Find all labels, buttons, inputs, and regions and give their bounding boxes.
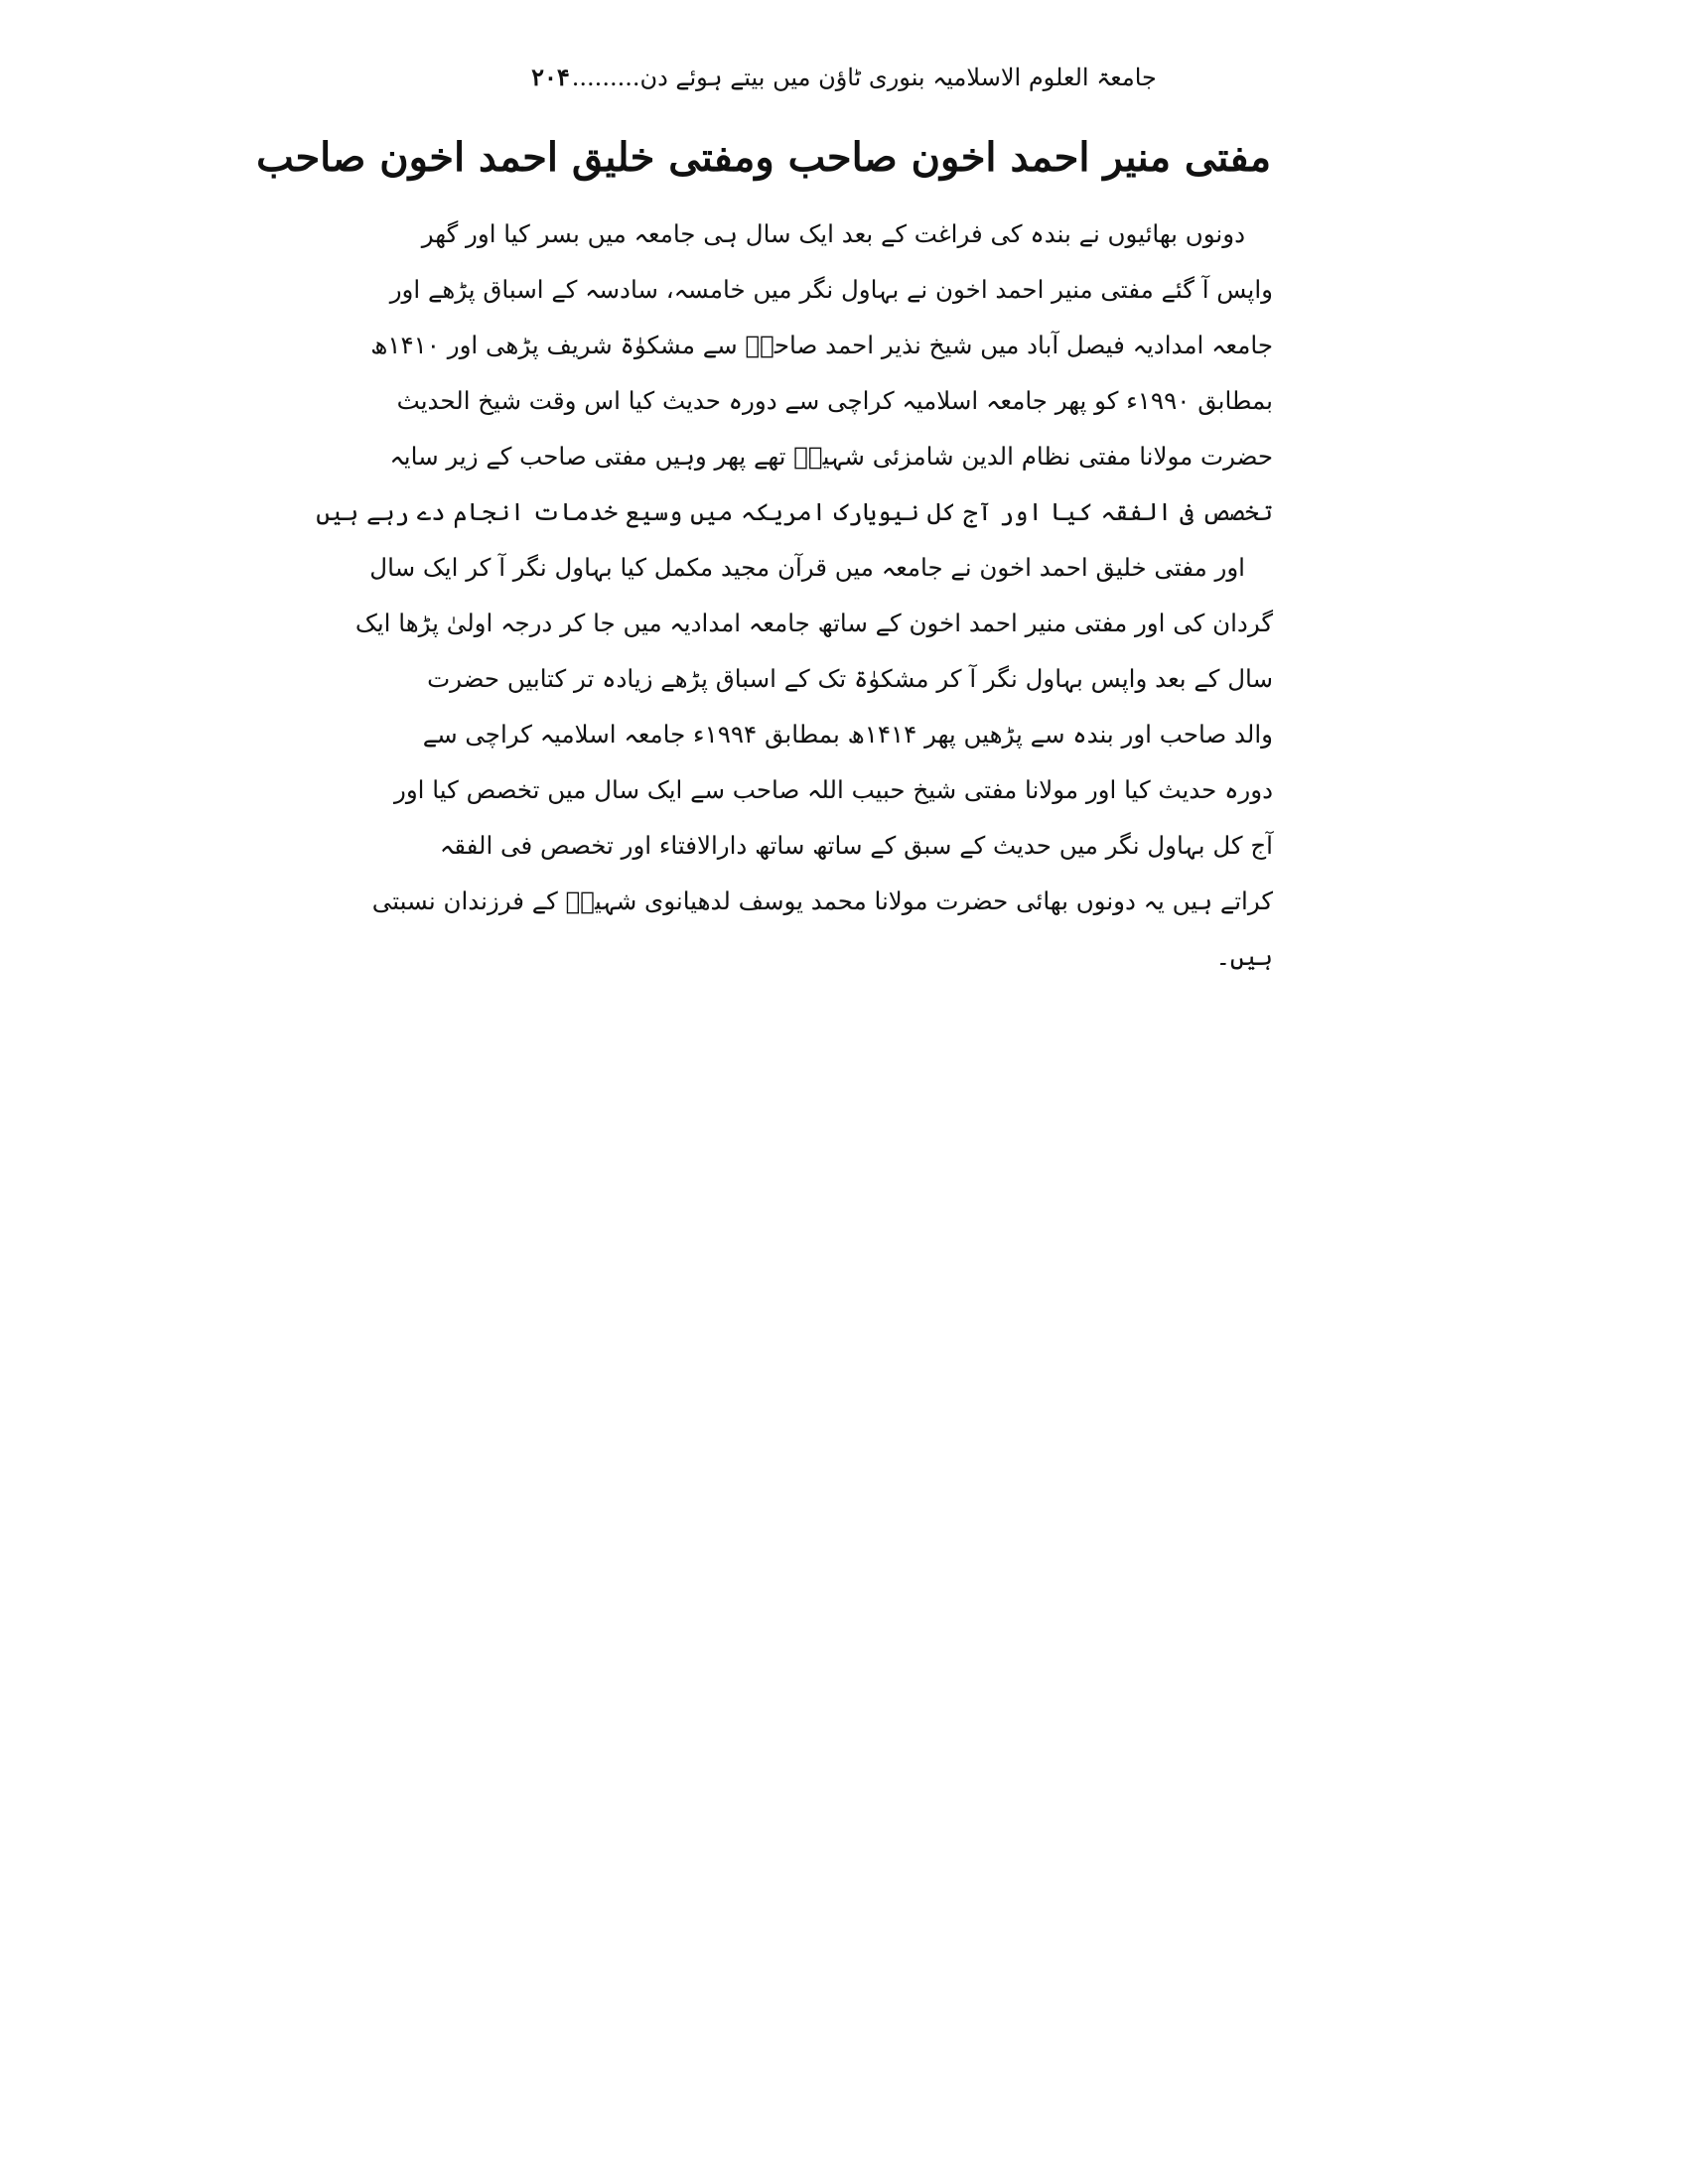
article-title [256, 127, 1271, 189]
body-line: آج کل بہاول نگر میں حدیث کے سبق کے ساتھ ساتھ دارالافتاء اور تخصص فی الفقہ [439, 831, 1273, 860]
body-line: سال کے بعد واپس بہاول نگر آ کر مشکوٰۃ تک کے اسباق پڑھے زیادہ تر کتابیں حضرت [427, 664, 1273, 693]
article-title-line-1: مفتی منیر احمد اخون صاحب ومفتی خلیق احمد اخون صاحب [256, 134, 1271, 181]
body-line: حضرت مولانا مفتی نظام الدین شامزئی شہیدؒ تھے پھر وہیں مفتی صاحب کے زیر سایہ [389, 442, 1273, 471]
body-line: اور مفتی خلیق احمد اخون نے جامعہ میں قرآن مجید مکمل کیا بہاول نگر آ کر ایک سال [369, 553, 1245, 582]
body-line: دورہ حدیث کیا اور مولانا مفتی شیخ حبیب اللہ صاحب سے ایک سال میں تخصص کیا اور [394, 775, 1273, 804]
body-line: بمطابق ۱۹۹۰ء کو پھر جامعہ اسلامیہ کراچی سے دورہ حدیث کیا اس وقت شیخ الحدیث [396, 386, 1273, 415]
body-line: کراتے ہیں یہ دونوں بھائی حضرت مولانا محمد یوسف لدھیانوی شہیدؒ کے فرزندان نسبتی [371, 887, 1273, 915]
body-line: واپس آ گئے مفتی منیر احمد اخون نے بہاول نگر میں خامسہ، سادسہ کے اسباق پڑھے اور [389, 275, 1273, 304]
body-line: جامعہ امدادیہ فیصل آباد میں شیخ نذیر احمد صاحبؒ سے مشکوٰۃ شریف پڑھی اور ۱۴۱۰ھ [370, 331, 1273, 359]
running-title: جامعۃ العلوم الاسلامیہ بنوری ٹاؤن میں بیتے ہوئے دن......... [571, 64, 1157, 91]
body-line: تخصص فی الفقہ کیا اور آج کل نیویارک امریکہ میں وسیع خدمات انجام دے رہے ہیں [316, 497, 1273, 526]
page-number: ۲۰۴ [531, 63, 570, 91]
running-header [496, 48, 1192, 107]
body-line: ہیں۔ [1215, 942, 1273, 971]
body-line: گردان کی اور مفتی منیر احمد اخون کے ساتھ جامعہ امدادیہ میں جا کر درجہ اولیٰ پڑھا ایک [354, 609, 1273, 637]
article-body [316, 206, 1273, 985]
body-line: دونوں بھائیوں نے بندہ کی فراغت کے بعد ایک سال ہی جامعہ میں بسر کیا اور گھر [421, 219, 1245, 248]
body-line: والد صاحب اور بندہ سے پڑھیں پھر ۱۴۱۴ھ بمطابق ۱۹۹۴ء جامعہ اسلامیہ کراچی سے [422, 720, 1273, 749]
